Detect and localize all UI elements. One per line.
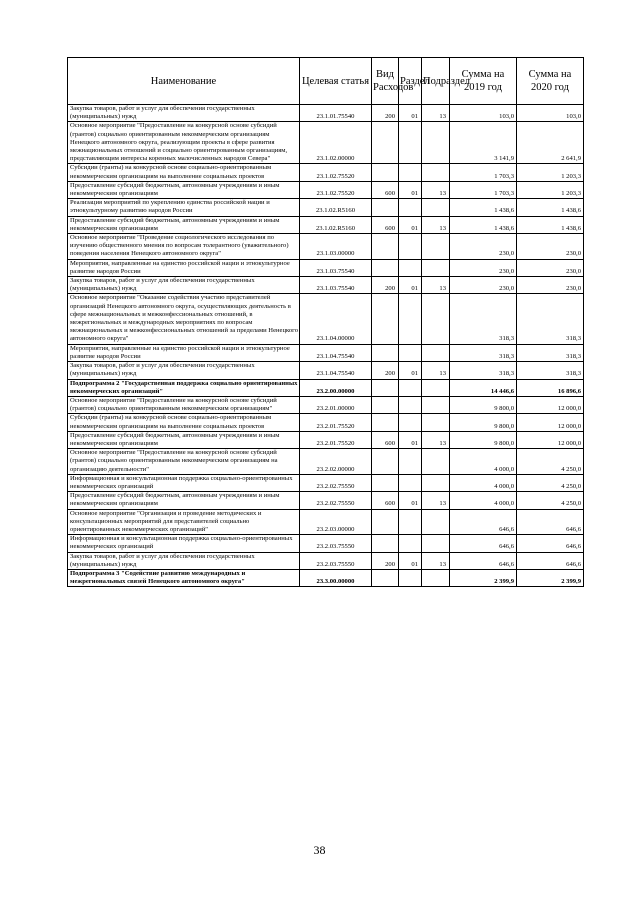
row-subsection: 13 [422, 277, 450, 294]
row-target-article: 23.2.01.75520 [300, 414, 372, 431]
row-expense-type [372, 122, 399, 164]
row-sum-2019: 646,6 [450, 509, 517, 535]
row-name: Основное мероприятие "Предоставление на конкурсной основе субсидий (грантов) социально ориентированным некоммерческим организациям" [68, 396, 300, 413]
row-target-article: 23.2.01.75520 [300, 431, 372, 448]
row-target-article: 23.1.01.75540 [300, 105, 372, 122]
table-row [68, 216, 584, 233]
row-sum-2019: 14 446,6 [450, 379, 517, 396]
row-subsection [422, 535, 450, 552]
row-sum-2019: 1 703,3 [450, 181, 517, 198]
row-subsection [422, 259, 450, 276]
row-sum-2020: 318,3 [517, 294, 584, 344]
row-sum-2020: 318,3 [517, 344, 584, 361]
row-target-article: 23.1.03.00000 [300, 234, 372, 260]
row-target-article: 23.2.03.75550 [300, 552, 372, 569]
row-sum-2020: 12 000,0 [517, 414, 584, 431]
row-expense-type [372, 164, 399, 181]
row-sum-2020: 16 896,6 [517, 379, 584, 396]
row-section: 01 [399, 552, 422, 569]
row-sum-2019: 4 000,0 [450, 449, 517, 475]
row-name: Реализация мероприятий по укреплению единства российской нации и этнокультурному развитию народов России [68, 199, 300, 216]
row-target-article: 23.2.00.00000 [300, 379, 372, 396]
row-section: 01 [399, 362, 422, 379]
row-expense-type [372, 234, 399, 260]
row-sum-2019: 230,0 [450, 277, 517, 294]
row-subsection: 13 [422, 181, 450, 198]
table-row [68, 234, 584, 260]
row-sum-2019: 4 000,0 [450, 492, 517, 509]
row-sum-2019: 318,3 [450, 294, 517, 344]
row-name: Закупка товаров, работ и услуг для обеспечения государственных (муниципальных) нужд [68, 105, 300, 122]
row-name: Основное мероприятие "Предоставление на конкурсной основе субсидий (грантов) социально ориентированным некоммерческим организациям Ненецкого автономного округа, реализующим проекты в сфере развития межнациональных отношений и социально ориентированным организациям, представляющим интересы коренных малочисленных народов Севера" [68, 122, 300, 164]
row-name: Предоставление субсидий бюджетным, автономным учреждениям и иным некоммерческим организациям [68, 492, 300, 509]
row-expense-type [372, 344, 399, 361]
row-section: 01 [399, 277, 422, 294]
table-row [68, 569, 584, 586]
row-name: Закупка товаров, работ и услуг для обеспечения государственных (муниципальных) нужд [68, 552, 300, 569]
row-sum-2020: 646,6 [517, 535, 584, 552]
row-section [399, 379, 422, 396]
row-subsection [422, 294, 450, 344]
row-sum-2020: 2 641,9 [517, 122, 584, 164]
row-subsection: 13 [422, 362, 450, 379]
row-section [399, 509, 422, 535]
table-body [68, 105, 584, 587]
row-target-article: 23.2.03.75550 [300, 535, 372, 552]
row-sum-2019: 1 438,6 [450, 216, 517, 233]
row-name: Мероприятия, направленные на единство российской нации и этнокультурное развитие народов России [68, 344, 300, 361]
row-expense-type: 600 [372, 431, 399, 448]
row-name: Основное мероприятие "Предоставление на конкурсной основе субсидий (грантов) социально ориентированным некоммерческим организациям на организацию деятельности" [68, 449, 300, 475]
row-sum-2019: 1 703,3 [450, 164, 517, 181]
row-target-article: 23.2.01.00000 [300, 396, 372, 413]
header-sum-2019: Сумма на 2019 год [450, 58, 517, 105]
row-name: Закупка товаров, работ и услуг для обеспечения государственных (муниципальных) нужд [68, 277, 300, 294]
row-target-article: 23.1.04.75540 [300, 362, 372, 379]
row-sum-2019: 230,0 [450, 259, 517, 276]
row-target-article: 23.1.02.75520 [300, 164, 372, 181]
row-sum-2020: 12 000,0 [517, 396, 584, 413]
row-expense-type: 200 [372, 552, 399, 569]
row-sum-2019: 1 438,6 [450, 199, 517, 216]
row-section [399, 294, 422, 344]
row-target-article: 23.2.03.00000 [300, 509, 372, 535]
row-subsection [422, 199, 450, 216]
row-sum-2020: 1 203,3 [517, 181, 584, 198]
page-number: 38 [313, 843, 326, 857]
row-target-article: 23.1.04.75540 [300, 344, 372, 361]
row-section: 01 [399, 105, 422, 122]
row-sum-2020: 2 399,9 [517, 569, 584, 586]
row-sum-2019: 318,3 [450, 344, 517, 361]
row-expense-type [372, 259, 399, 276]
row-sum-2019: 646,6 [450, 535, 517, 552]
row-section [399, 474, 422, 491]
row-target-article: 23.2.02.75550 [300, 492, 372, 509]
table-row [68, 552, 584, 569]
row-section: 01 [399, 216, 422, 233]
table-header [68, 58, 584, 105]
row-name: Информационная и консультационная поддержка социально-ориентированных некоммерческих организаций [68, 474, 300, 491]
row-sum-2020: 4 250,0 [517, 449, 584, 475]
row-subsection [422, 569, 450, 586]
row-subsection [422, 449, 450, 475]
row-expense-type [372, 474, 399, 491]
row-name: Предоставление субсидий бюджетным, автономным учреждениям и иным некоммерческим организациям [68, 181, 300, 198]
table-row [68, 294, 584, 344]
table-row [68, 449, 584, 475]
row-subsection: 13 [422, 431, 450, 448]
table-row [68, 105, 584, 122]
header-name: Наименование [68, 58, 300, 105]
row-expense-type: 200 [372, 362, 399, 379]
row-target-article: 23.1.02.R5160 [300, 199, 372, 216]
row-target-article: 23.1.04.00000 [300, 294, 372, 344]
row-name: Информационная и консультационная поддержка социально-ориентированных некоммерческих организаций [68, 535, 300, 552]
row-sum-2020: 103,0 [517, 105, 584, 122]
row-sum-2020: 4 250,0 [517, 474, 584, 491]
row-sum-2019: 9 800,0 [450, 396, 517, 413]
table-row [68, 344, 584, 361]
row-section: 01 [399, 431, 422, 448]
row-subsection [422, 122, 450, 164]
table-row [68, 431, 584, 448]
row-expense-type [372, 199, 399, 216]
row-sum-2019: 103,0 [450, 105, 517, 122]
table-row [68, 277, 584, 294]
row-subsection [422, 164, 450, 181]
header-subsection: Подраздел [422, 58, 450, 105]
row-expense-type [372, 396, 399, 413]
row-sum-2020: 1 203,3 [517, 164, 584, 181]
row-section [399, 259, 422, 276]
table-row [68, 181, 584, 198]
row-section [399, 414, 422, 431]
row-name: Субсидии (гранты) на конкурсной основе социально-ориентированным некоммерческим организациям на выполнение социальных проектов [68, 164, 300, 181]
row-sum-2020: 230,0 [517, 234, 584, 260]
row-sum-2020: 1 438,6 [517, 216, 584, 233]
row-expense-type [372, 294, 399, 344]
row-subsection [422, 414, 450, 431]
table-row [68, 379, 584, 396]
row-section [399, 234, 422, 260]
row-name: Подпрограмма 3 "Содействие развитию международных и межрегиональных связей Ненецкого автономного округа" [68, 569, 300, 586]
row-expense-type [372, 449, 399, 475]
row-sum-2020: 4 250,0 [517, 492, 584, 509]
row-section [399, 122, 422, 164]
row-name: Основное мероприятие "Проведение социологического исследования по изучению общественного мнения по вопросам толерантного (уважительного) поведения населения Ненецкого автономного округа" [68, 234, 300, 260]
header-expense-type: Вид Расходов [372, 58, 399, 105]
row-sum-2020: 318,3 [517, 362, 584, 379]
row-expense-type: 600 [372, 181, 399, 198]
row-expense-type [372, 379, 399, 396]
row-name: Предоставление субсидий бюджетным, автономным учреждениям и иным некоммерческим организациям [68, 431, 300, 448]
row-sum-2019: 230,0 [450, 234, 517, 260]
table-row [68, 362, 584, 379]
row-sum-2020: 646,6 [517, 509, 584, 535]
row-sum-2019: 4 000,0 [450, 474, 517, 491]
row-sum-2019: 646,6 [450, 552, 517, 569]
row-section [399, 396, 422, 413]
row-name: Основное мероприятие "Оказание содействия участию представителей организаций Ненецкого автономного округа, осуществляющих деятельность в сфере межнациональных и межконфессиональных отношений, в межрегиональных и международных мероприятиях по вопросам межнациональных и межконфессиональных отношений за пределами Ненецкого автономного округа" [68, 294, 300, 344]
row-subsection [422, 379, 450, 396]
row-expense-type [372, 569, 399, 586]
row-section: 01 [399, 181, 422, 198]
row-name: Основное мероприятие "Организация и проведение методических и консультационных мероприятий для представителей социально ориентированных некоммерческих организаций" [68, 509, 300, 535]
row-name: Подпрограмма 2 "Государственная поддержка социально ориентированных некоммерческих организаций" [68, 379, 300, 396]
row-subsection [422, 234, 450, 260]
row-sum-2019: 318,3 [450, 362, 517, 379]
table-row [68, 474, 584, 491]
row-target-article: 23.1.02.R5160 [300, 216, 372, 233]
row-target-article: 23.1.03.75540 [300, 259, 372, 276]
row-section [399, 569, 422, 586]
row-target-article: 23.2.02.75550 [300, 474, 372, 491]
table-row [68, 164, 584, 181]
row-expense-type: 200 [372, 105, 399, 122]
table-row [68, 509, 584, 535]
table-row [68, 122, 584, 164]
row-sum-2020: 230,0 [517, 259, 584, 276]
row-expense-type: 200 [372, 277, 399, 294]
table-row [68, 414, 584, 431]
header-sum-2020: Сумма на 2020 год [517, 58, 584, 105]
row-expense-type [372, 509, 399, 535]
header-section: Раздел [399, 58, 422, 105]
row-name: Закупка товаров, работ и услуг для обеспечения государственных (муниципальных) нужд [68, 362, 300, 379]
row-sum-2019: 3 141,9 [450, 122, 517, 164]
row-subsection [422, 474, 450, 491]
row-target-article: 23.2.02.00000 [300, 449, 372, 475]
row-sum-2020: 12 000,0 [517, 431, 584, 448]
row-name: Предоставление субсидий бюджетным, автономным учреждениям и иным некоммерческим организациям [68, 216, 300, 233]
row-expense-type [372, 535, 399, 552]
row-sum-2020: 230,0 [517, 277, 584, 294]
row-expense-type: 600 [372, 216, 399, 233]
row-subsection [422, 396, 450, 413]
table-row [68, 199, 584, 216]
row-section [399, 535, 422, 552]
row-target-article: 23.1.02.75520 [300, 181, 372, 198]
row-target-article: 23.3.00.00000 [300, 569, 372, 586]
table-row [68, 396, 584, 413]
row-expense-type [372, 414, 399, 431]
row-subsection: 13 [422, 552, 450, 569]
table-row [68, 492, 584, 509]
header-target-article: Целевая статья [300, 58, 372, 105]
row-sum-2019: 2 399,9 [450, 569, 517, 586]
row-name: Мероприятия, направленные на единство российской нации и этнокультурное развитие народов России [68, 259, 300, 276]
row-sum-2020: 646,6 [517, 552, 584, 569]
row-target-article: 23.1.02.00000 [300, 122, 372, 164]
table-row [68, 259, 584, 276]
row-section [399, 344, 422, 361]
row-sum-2019: 9 800,0 [450, 431, 517, 448]
row-expense-type: 600 [372, 492, 399, 509]
row-name: Субсидии (гранты) на конкурсной основе социально-ориентированным некоммерческим организациям на выполнение социальных проектов [68, 414, 300, 431]
row-subsection [422, 509, 450, 535]
row-section [399, 449, 422, 475]
row-subsection: 13 [422, 492, 450, 509]
row-subsection [422, 344, 450, 361]
row-subsection: 13 [422, 105, 450, 122]
row-section: 01 [399, 492, 422, 509]
row-section [399, 164, 422, 181]
row-target-article: 23.1.03.75540 [300, 277, 372, 294]
table-row [68, 535, 584, 552]
row-subsection: 13 [422, 216, 450, 233]
row-sum-2019: 9 800,0 [450, 414, 517, 431]
row-section [399, 199, 422, 216]
budget-table [67, 57, 584, 587]
row-sum-2020: 1 438,6 [517, 199, 584, 216]
